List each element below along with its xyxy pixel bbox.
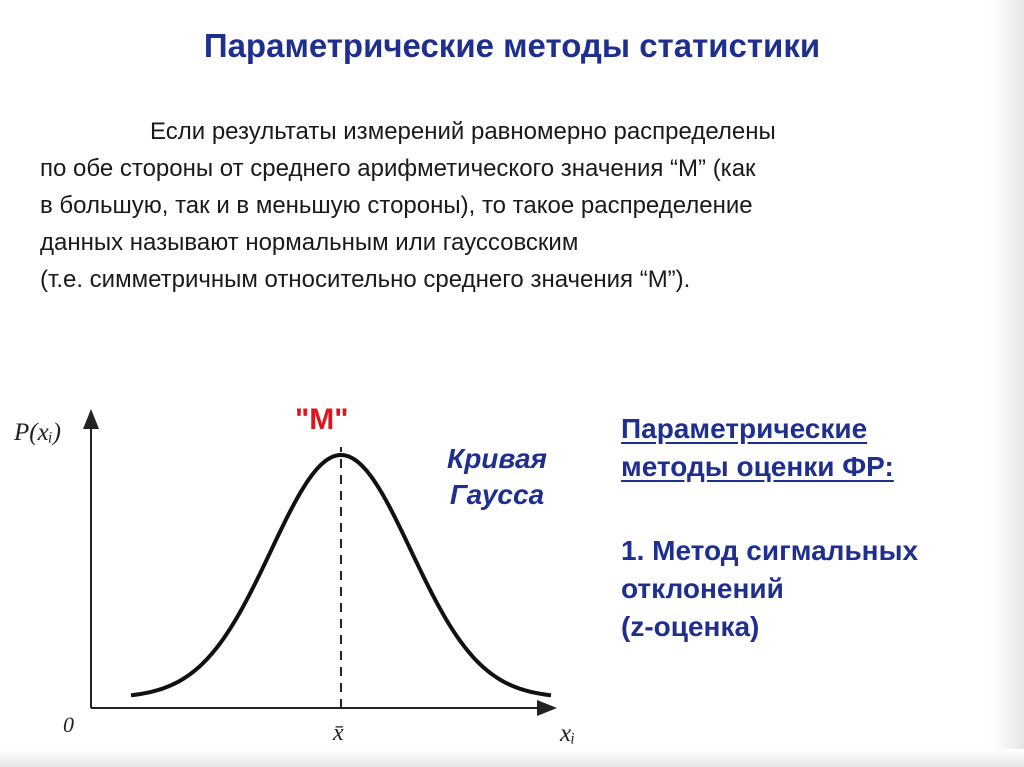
methods-heading-line: методы оценки ФР:	[621, 451, 894, 482]
mean-tick-label: x̄	[333, 720, 344, 746]
paragraph-line: Если результаты измерений равномерно распределены	[150, 118, 776, 145]
curve-label-line: Кривая	[446, 443, 548, 474]
methods-item-line: (z-оценка)	[621, 611, 760, 642]
methods-item-1	[621, 532, 918, 646]
paragraph-line: (т.е. симметричным относительно среднего значения “М”).	[40, 266, 691, 293]
x-axis-label: xᵢ	[560, 720, 576, 747]
curve-label-line: Гаусса	[449, 479, 545, 510]
paragraph-line: по обе стороны от среднего арифметического значения “М” (как	[40, 155, 756, 182]
slide-title: Параметрические методы статистики	[203, 27, 821, 64]
methods-heading	[621, 410, 894, 486]
methods-item-line: 1. Метод сигмальных	[621, 535, 919, 566]
methods-item-line: отклонений	[621, 573, 784, 604]
origin-label: 0	[63, 712, 74, 737]
paragraph-line: данных называют нормальным или гауссовским	[40, 229, 579, 256]
y-axis-label: P(xᵢ)	[14, 419, 61, 446]
methods-heading-line: Параметрические	[621, 413, 868, 444]
mean-marker-label: "М"	[295, 403, 349, 436]
paragraph-line: в большую, так и в меньшую стороны), то такое распределение	[40, 192, 753, 219]
gauss-curve-label	[432, 441, 562, 513]
